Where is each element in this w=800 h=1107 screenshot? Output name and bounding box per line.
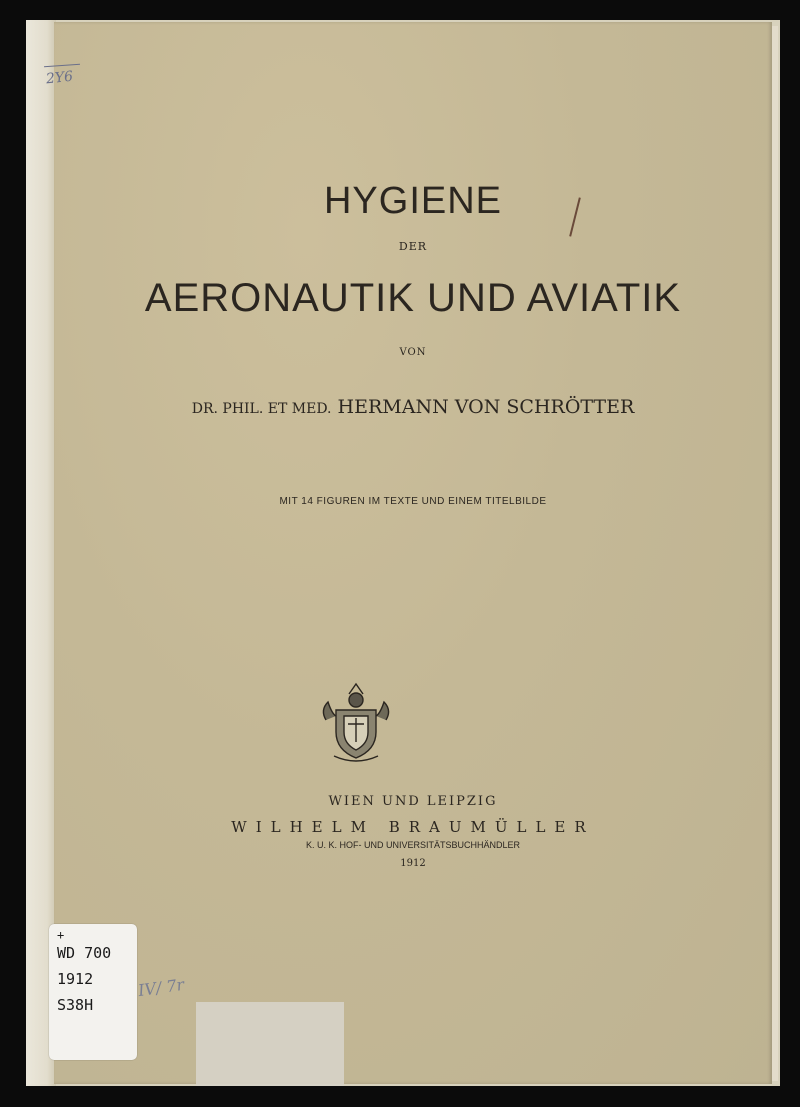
page-stack-edge xyxy=(772,26,778,1081)
book-cover xyxy=(54,22,772,1084)
call-label-plus: + xyxy=(57,928,65,942)
figures-note: MIT 14 FIGUREN IM TEXTE UND EINEM TITELBILDE xyxy=(279,496,547,507)
publisher-role: K. U. K. HOF- UND UNIVERSITÄTSBUCHHÄNDLER xyxy=(305,840,521,850)
library-call-number-label xyxy=(49,924,137,1060)
publisher-name: WILHELM BRAUMÜLLER xyxy=(231,818,595,836)
by-line-label: VON xyxy=(399,347,427,358)
call-label-line-2: 1912 xyxy=(57,970,94,988)
book-subtitle: AERONAUTIK UND AVIATIK xyxy=(144,276,682,320)
author-line xyxy=(54,396,772,418)
book-title: HYGIENE xyxy=(323,180,503,222)
publication-city: WIEN UND LEIPZIG xyxy=(328,794,498,809)
title-connector: DER xyxy=(398,240,428,253)
heraldic-crest-icon xyxy=(316,680,396,764)
author-prefix: DR. PHIL. ET MED. xyxy=(191,401,332,417)
pencil-note: IV/ 7r xyxy=(136,974,186,1001)
call-label-line-1: WD 700 xyxy=(57,944,112,962)
handwritten-shelf-note: 2Y6 xyxy=(45,68,74,88)
call-label-line-3: S38H xyxy=(57,996,94,1014)
publication-year: 1912 xyxy=(400,858,426,869)
author-name: HERMANN VON SCHRÖTTER xyxy=(337,396,635,418)
tape-residue xyxy=(196,1002,344,1086)
